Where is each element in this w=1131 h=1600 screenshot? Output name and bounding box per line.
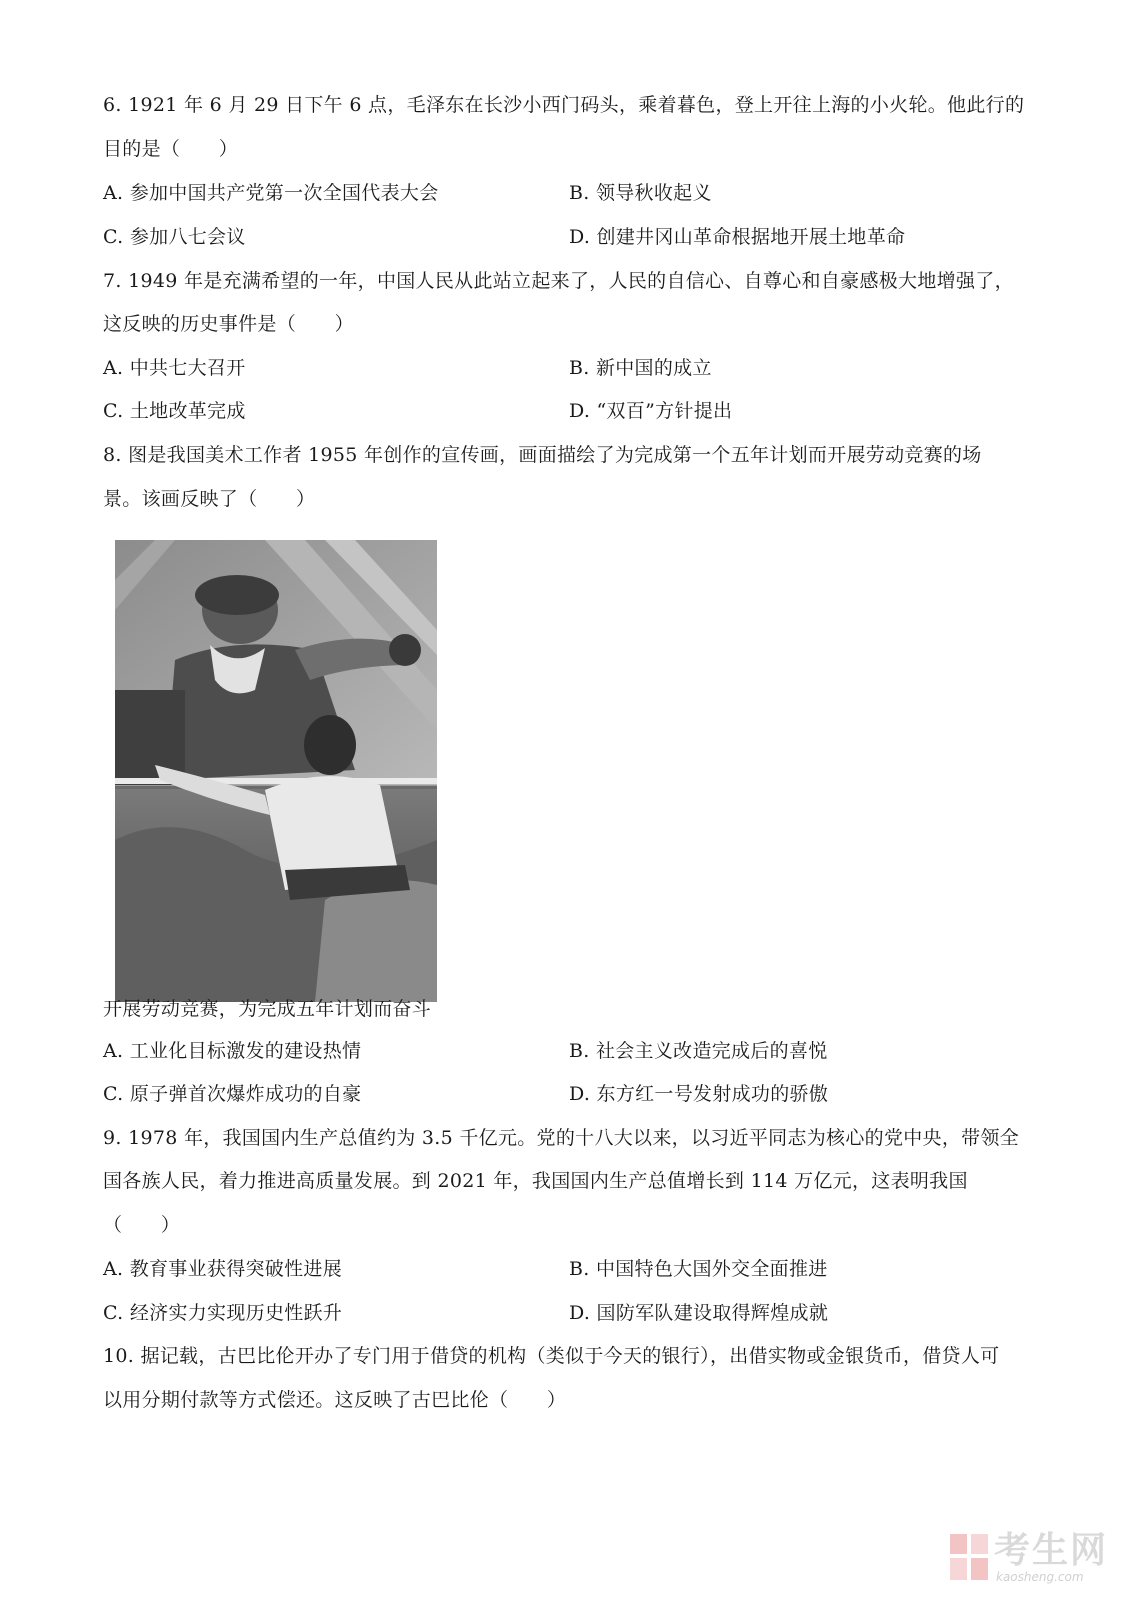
question-8-line-1: 8. 图是我国美术工作者 1955 年创作的宣传画，画面描绘了为完成第一个五年计划而开展劳动竞赛的场	[103, 444, 982, 466]
question-9-line-3: （ ）	[103, 1214, 181, 1236]
question-8-line-2: 景。该画反映了（ ）	[103, 488, 316, 510]
question-7-option-c: C. 土地改革完成	[103, 400, 246, 422]
question-7-line-1: 7. 1949 年是充满希望的一年，中国人民从此站立起来了，人民的自信心、自尊心和自豪感极大地增强了，	[103, 270, 1014, 292]
kaosheng-watermark	[950, 1530, 1110, 1588]
question-9-option-b: B. 中国特色大国外交全面推进	[569, 1258, 828, 1280]
question-7-line-2: 这反映的历史事件是（ ）	[103, 313, 354, 335]
question-8-option-d: D. 东方红一号发射成功的骄傲	[569, 1083, 829, 1105]
question-6-option-c: C. 参加八七会议	[103, 226, 246, 248]
question-6-option-a: A. 参加中国共产党第一次全国代表大会	[103, 182, 439, 204]
question-10-line-2: 以用分期付款等方式偿还。这反映了古巴比伦（ ）	[103, 1389, 567, 1411]
question-8-option-a: A. 工业化目标激发的建设热情	[103, 1040, 362, 1062]
question-7-option-a: A. 中共七大召开	[103, 357, 246, 379]
question-9-line-1: 9. 1978 年，我国国内生产总值约为 3.5 千亿元。党的十八大以来，以习近平同志为核心的党中央，带领全	[103, 1127, 1020, 1149]
question-7-option-d: D. “双百”方针提出	[569, 400, 733, 422]
question-9-option-c: C. 经济实力实现历史性跃升	[103, 1302, 343, 1324]
question-9-option-d: D. 国防军队建设取得辉煌成就	[569, 1302, 829, 1324]
question-10-line-1: 10. 据记载，古巴比伦开办了专门用于借贷的机构（类似于今天的银行），出借实物或金银货币，借贷人可	[103, 1345, 1000, 1367]
kaosheng-logo-icon	[950, 1534, 988, 1580]
watermark-name: 考生网	[994, 1530, 1109, 1571]
question-6-option-d: D. 创建井冈山革命根据地开展土地革命	[569, 226, 906, 248]
question-8-option-c: C. 原子弹首次爆炸成功的自豪	[103, 1083, 362, 1105]
question-9-option-a: A. 教育事业获得突破性进展	[103, 1258, 343, 1280]
question-7-option-b: B. 新中国的成立	[569, 357, 712, 379]
question-8-option-b: B. 社会主义改造完成后的喜悦	[569, 1040, 828, 1062]
poster-illustration	[115, 540, 437, 1002]
propaganda-poster-image	[115, 540, 437, 1002]
poster-caption: 开展劳动竞赛，为完成五年计划而奋斗	[103, 998, 432, 1020]
watermark-url: kaosheng.com	[996, 1570, 1084, 1584]
question-9-line-2: 国各族人民，着力推进高质量发展。到 2021 年，我国国内生产总值增长到 114 万亿元，这表明我国	[103, 1170, 968, 1192]
question-6-line-1: 6. 1921 年 6 月 29 日下午 6 点，毛泽东在长沙小西门码头，乘着暮色，登上开往上海的小火轮。他此行的	[103, 94, 1025, 116]
question-6-line-2: 目的是（ ）	[103, 138, 239, 160]
question-6-option-b: B. 领导秋收起义	[569, 182, 712, 204]
